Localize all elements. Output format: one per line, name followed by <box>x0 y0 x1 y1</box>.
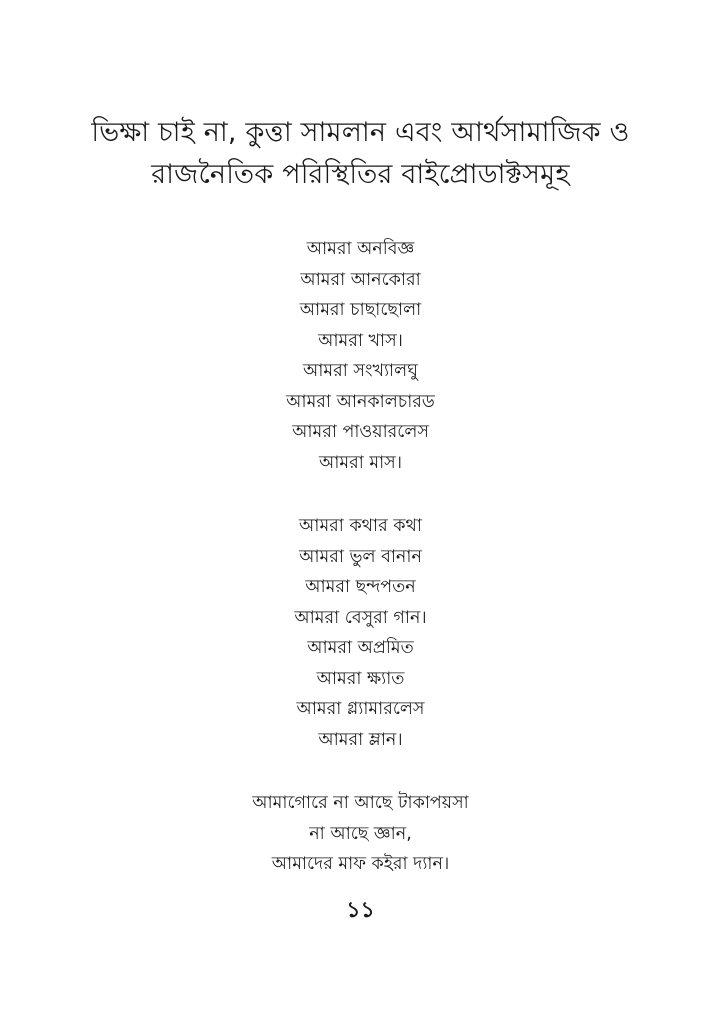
poem-line: আমরা সংখ্যালঘু <box>303 361 418 381</box>
poem-line: আমাগোরে না আছে টাকাপয়সা <box>252 793 469 813</box>
page-number: ১১ <box>346 898 375 923</box>
poem-line: আমরা ছন্দপতন <box>305 577 416 597</box>
poem-line: আমাদের মাফ কইরা দ্যান। <box>271 854 450 874</box>
poem-stanza-3 <box>0 788 721 880</box>
poem-line: আমরা চাছাছোলা <box>299 300 422 320</box>
poem-line: আমরা মাস। <box>318 452 402 473</box>
poem-line: আমরা ম্লান। <box>318 729 403 750</box>
poem-line: না আছে জ্ঞান, <box>309 823 412 844</box>
poem-line: আমরা ক্ষ্যাত <box>316 668 405 689</box>
poem-line: আমরা কথার কথা <box>299 516 422 536</box>
poem-line: আমরা বেসুরা গান। <box>294 607 427 628</box>
poem-line: আমরা গ্ল্যামারলেস <box>296 699 425 719</box>
poem-stanza-2 <box>0 511 721 755</box>
poem-line: আমরা ভুল বানান <box>299 546 422 567</box>
poem-line: আমরা পাওয়ারলেস <box>292 422 429 442</box>
poem-title <box>60 112 661 196</box>
poem-line: আমরা অপ্রমিত <box>307 638 414 658</box>
poem-title-line-1: ভিক্ষা চাই না, কুত্তা সামলান এবং আর্থসামাজিক ও <box>91 117 630 148</box>
poem-stanza-1 <box>0 234 721 478</box>
poem-line: আমরা আনকোরা <box>300 269 421 290</box>
poem-line: আমরা আনকালচারড <box>286 391 435 412</box>
poem-title-line-2: রাজনৈতিক পরিস্থিতির বাইপ্রোডাক্টসমূহ <box>151 159 570 190</box>
poem-line: আমরা খাস। <box>318 330 403 351</box>
poem-line: আমরা অনবিজ্ঞ <box>306 239 415 259</box>
